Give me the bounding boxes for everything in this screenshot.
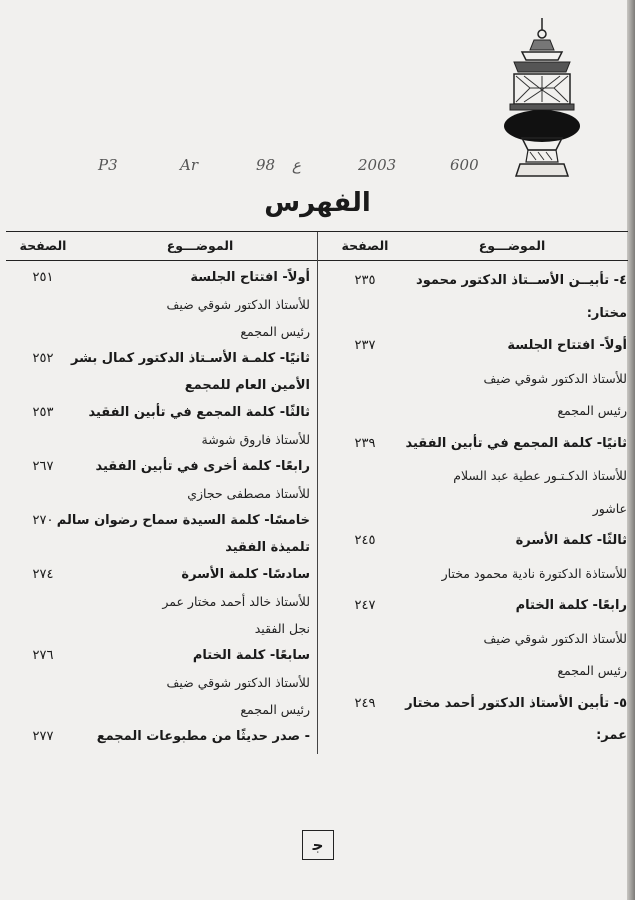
toc-page-number: ٢٥٢: [32, 351, 54, 366]
toc-entry: الأمين العام للمجمع: [184, 378, 310, 393]
toc-page-number: [18, 670, 68, 696]
toc-page-number: [18, 481, 68, 507]
toc-page-number: [340, 496, 390, 522]
toc-page-number: [340, 366, 390, 392]
toc-page-number: [340, 301, 390, 327]
toc-page-number: [18, 589, 68, 615]
toc-page-number: [18, 427, 68, 453]
toc-page-number: ٢٤٩: [354, 695, 376, 711]
toc-entry: رابعًا- كلمة الختام: [515, 598, 627, 613]
toc-entry: للأستاذ الدكتور شوقي ضيف: [483, 370, 627, 386]
toc-page-number: [340, 658, 390, 684]
toc-entry: ٤- تأبيــن الأســتاذ الدكتور محمود: [416, 273, 627, 288]
toc-entry: عاشور: [592, 500, 627, 516]
toc-entry: للأستاذ الدكتور شوقي ضيف: [166, 297, 310, 312]
toc-entry: رئيس المجمع: [557, 663, 627, 678]
toc-entry: عمر:: [596, 728, 627, 743]
toc-page-number: ٢٤٧: [354, 598, 376, 613]
toc-entry: سابعًا- كلمة الختام: [192, 648, 310, 663]
toc-entry: - صدر حديثًا من مطبوعات المجمع: [96, 729, 310, 744]
handwritten-note-item: ع: [292, 156, 301, 174]
toc-entry: خامسًا- كلمة السيدة سماح رضوان سالم: [56, 513, 310, 528]
toc-entry: ثالثًا- كلمة الأسرة: [515, 533, 627, 548]
page-edge: [627, 0, 635, 900]
toc-entry: ثانيًا- كلمة المجمع في تأبين الفقيد: [405, 435, 627, 451]
toc-page-number: ٢٧٠: [32, 513, 54, 528]
right-topic-header: الموضـــوع: [478, 238, 546, 253]
toc-page-number: [18, 616, 68, 642]
toc-page-number: ٢٣٩: [354, 435, 376, 451]
page-title: الفهرس: [264, 188, 371, 218]
toc-entry: رابعًا- كلمة أخرى في تأبين الفقيد: [95, 459, 310, 474]
handwritten-catalog-note: [0, 150, 635, 190]
toc-entry: للأستاذ خالد أحمد مختار عمر: [162, 594, 310, 609]
toc-entry: مختار:: [586, 305, 627, 321]
page-marker: ﺟ: [302, 830, 334, 860]
toc-page-number: ٢٦٧: [32, 459, 54, 474]
right-page-header: الصفحة: [341, 238, 389, 253]
toc-page-number: ٢٥١: [32, 270, 54, 285]
toc-entry: للأستاذة الدكتورة نادية محمود مختار: [441, 565, 627, 581]
toc-entry: للأستاذ الدكـتـور عطية عبد السلام: [453, 468, 627, 483]
left-topic-header: الموضـــوع: [166, 238, 234, 253]
left-page-header: الصفحة: [19, 238, 67, 253]
toc-entry: ٥- تأبين الأستاذ الدكتور أحمد مختار: [405, 695, 627, 711]
toc-page-number: ٢٧٦: [32, 648, 54, 663]
toc-page-number: ٢٣٥: [354, 273, 376, 288]
toc-page-number: [18, 535, 68, 561]
handwritten-note-item: 98: [256, 156, 276, 174]
toc-page-number: [18, 373, 68, 399]
toc-entry: سادسًا- كلمة الأسرة: [181, 567, 310, 582]
handwritten-note-item: Ar: [180, 156, 199, 174]
toc-page-number: [340, 463, 390, 489]
toc-page-number: ٢٣٧: [354, 338, 376, 353]
toc-page-number: [340, 561, 390, 587]
toc-entry: نجل الفقيد: [254, 621, 310, 636]
toc-page-number: [340, 626, 390, 652]
toc-entry: رئيس المجمع: [240, 324, 310, 339]
handwritten-note-item: 600: [450, 156, 479, 174]
toc-page-number: ٢٧٤: [32, 567, 54, 582]
toc-entry: تلميذة الفقيد: [225, 540, 310, 555]
toc-entry: للأستاذ الدكتور شوقي ضيف: [166, 675, 310, 690]
toc-entry: للأستاذ فاروق شوشة: [201, 432, 310, 447]
toc-page-number: [18, 292, 68, 318]
toc-entry: رئيس المجمع: [557, 403, 627, 418]
toc-entry: ثالثًا- كلمة المجمع في تأبين الفقيد: [88, 405, 310, 420]
toc-page-number: ٢٤٥: [354, 533, 376, 548]
toc-entry: أولاً- افتتاح الجلسة: [190, 270, 310, 285]
handwritten-note-item: P3: [98, 156, 118, 174]
toc-page-number: [18, 697, 68, 723]
toc-entry: للأستاذ الدكتور شوقي ضيف: [483, 630, 627, 646]
toc-page-number: [340, 723, 390, 749]
toc-page-number: ٢٧٧: [32, 729, 54, 744]
toc-page-number: [340, 398, 390, 424]
toc-page-number: ٢٥٣: [32, 405, 54, 420]
toc-entry: ثانيًا- كلمـة الأسـتاذ الدكتور كمال بشر: [71, 351, 310, 366]
toc-entry: أولاً- افتتاح الجلسة: [507, 338, 627, 353]
toc-page-number: [18, 319, 68, 345]
toc-entry: للأستاذ مصطفى حجازي: [187, 486, 310, 501]
toc-entry: رئيس المجمع: [240, 702, 310, 717]
column-divider: [317, 232, 318, 754]
handwritten-note-item: 2003: [358, 156, 397, 174]
